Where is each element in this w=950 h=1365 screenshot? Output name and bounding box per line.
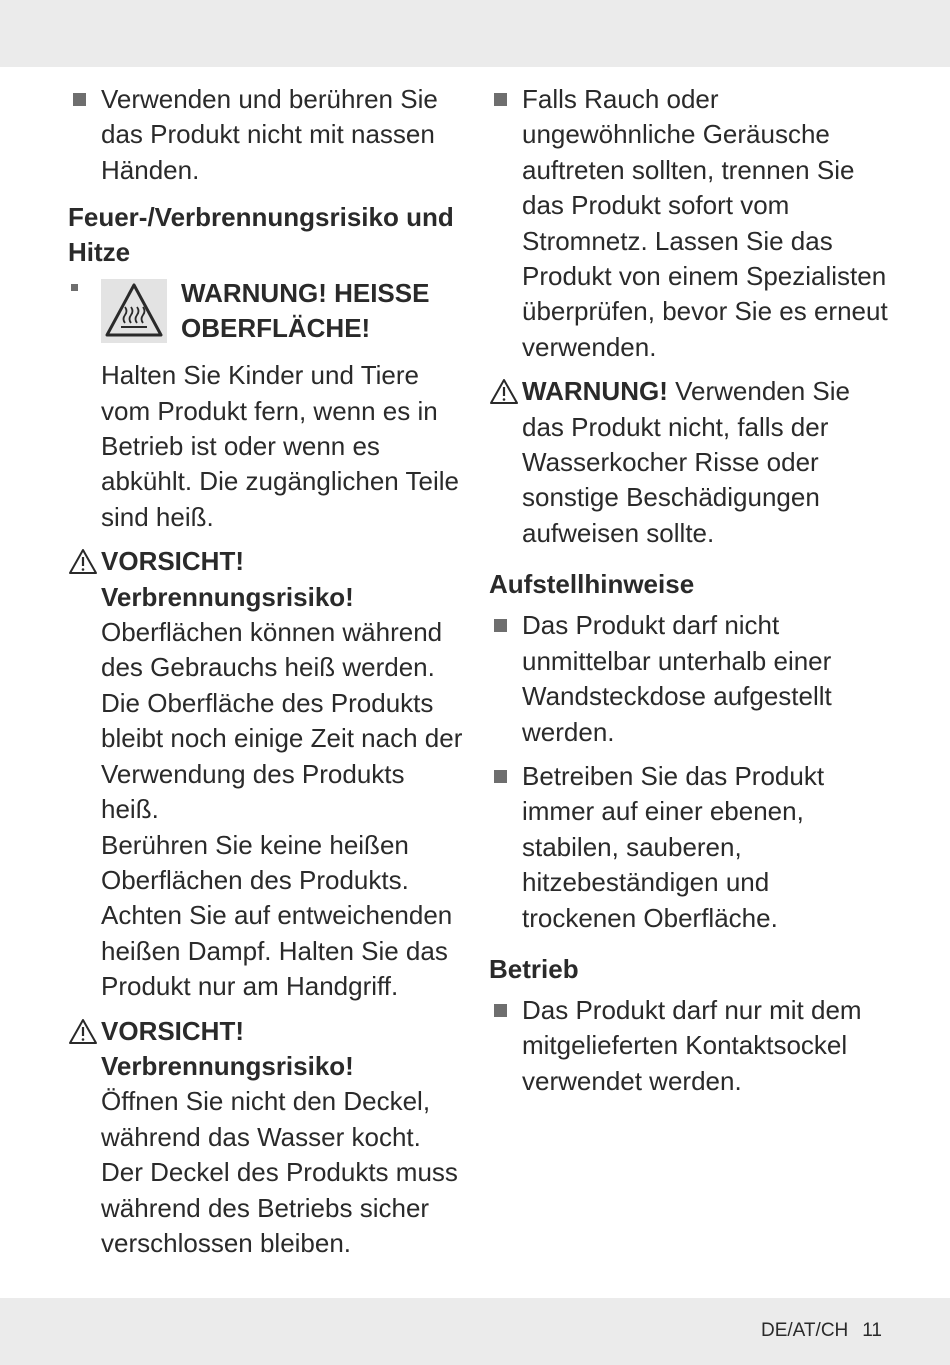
list-item: [68, 82, 468, 188]
square-bullet-icon: [73, 93, 86, 106]
warning-triangle-icon: [68, 1018, 98, 1045]
hot-surface-title: WARNUNG! HEISSE OBERFLÄCHE!: [181, 278, 430, 344]
bullet-text: Betreiben Sie das Produkt immer auf einer ebenen, stabilen, sauberen, hitzebeständigen und trockenen Oberfläche.: [522, 760, 825, 933]
square-bullet-icon: [494, 619, 507, 632]
caution-text: Oberflächen können während des Gebrauchs heiß werden. Die Oberfläche des Produkts bleibt noch einige Zeit nach der Verwendung des Produkts heiß.: [101, 617, 463, 825]
list-item: [489, 608, 889, 750]
list-item: [489, 759, 889, 936]
footer-language: DE/AT/CH: [761, 1320, 849, 1341]
hot-surface-warning: [68, 276, 468, 352]
warning-block: [489, 374, 889, 551]
caution-text: Öffnen Sie nicht den Deckel, während das Wasser kocht. Der Deckel des Produkts muss während des Betriebs sicher verschlossen bleiben.: [101, 1086, 458, 1258]
caution-label: VORSICHT!: [101, 546, 244, 577]
top-band: [0, 0, 950, 67]
warning-text: Verwenden Sie das Produkt nicht, falls der Wasserkocher Risse oder sonstige Beschädigungen aufweisen sollte.: [522, 376, 851, 548]
caution-label: VORSICHT!: [101, 1015, 244, 1046]
warning-triangle-icon: [68, 548, 98, 575]
square-bullet-icon: [494, 1004, 507, 1017]
square-bullet-icon: [494, 770, 507, 783]
section-heading-operation: Betrieb: [489, 953, 579, 984]
right-column: [489, 82, 889, 1108]
list-item: [489, 82, 889, 365]
bullet-text: Verwenden und berühren Sie das Produkt nicht mit nassen Händen.: [101, 84, 438, 185]
caution-text: Berühren Sie keine heißen Oberflächen des Produkts. Achten Sie auf entweichenden heißen Dampf. Halten Sie das Produkt nur am Handgriff.: [101, 829, 453, 1002]
section-heading-setup: Aufstellhinweise: [489, 569, 695, 600]
bullet-text: Das Produkt darf nur mit dem mitgelieferten Kontaktsockel verwendet werden.: [522, 994, 862, 1096]
caution-subtitle: Verbrennungsrisiko!: [101, 1050, 354, 1081]
page-footer: [761, 1320, 882, 1342]
square-bullet-icon: [71, 284, 78, 291]
caution-block: [68, 1014, 468, 1262]
section-heading-fire: Feuer-/Verbrennungsrisiko und Hitze: [68, 202, 454, 268]
warning-triangle-icon: [489, 378, 519, 405]
hot-surface-warning-icon: [101, 279, 167, 343]
list-item: [489, 993, 889, 1099]
caution-subtitle: Verbrennungsrisiko!: [101, 581, 354, 612]
warning-label: WARNUNG!: [522, 376, 668, 407]
page-number: 11: [862, 1320, 882, 1341]
left-column: [68, 82, 468, 1270]
bullet-text: Das Produkt darf nicht unmittelbar unterhalb einer Wandsteckdose aufgestellt werden.: [522, 610, 832, 747]
bullet-text: Falls Rauch oder ungewöhnliche Geräusche auftreten sollten, trennen Sie das Produkt sofort vom Stromnetz. Lassen Sie das Produkt von einem Spezialisten überprüfen, bevor Sie es erneut verwenden.: [522, 84, 888, 362]
caution-block: [68, 544, 468, 1004]
hot-surface-text: Halten Sie Kinder und Tiere vom Produkt fern, wenn es in Betrieb ist oder wenn es abkühlt. Die zugänglichen Teile sind heiß.: [101, 360, 459, 532]
square-bullet-icon: [494, 93, 507, 106]
